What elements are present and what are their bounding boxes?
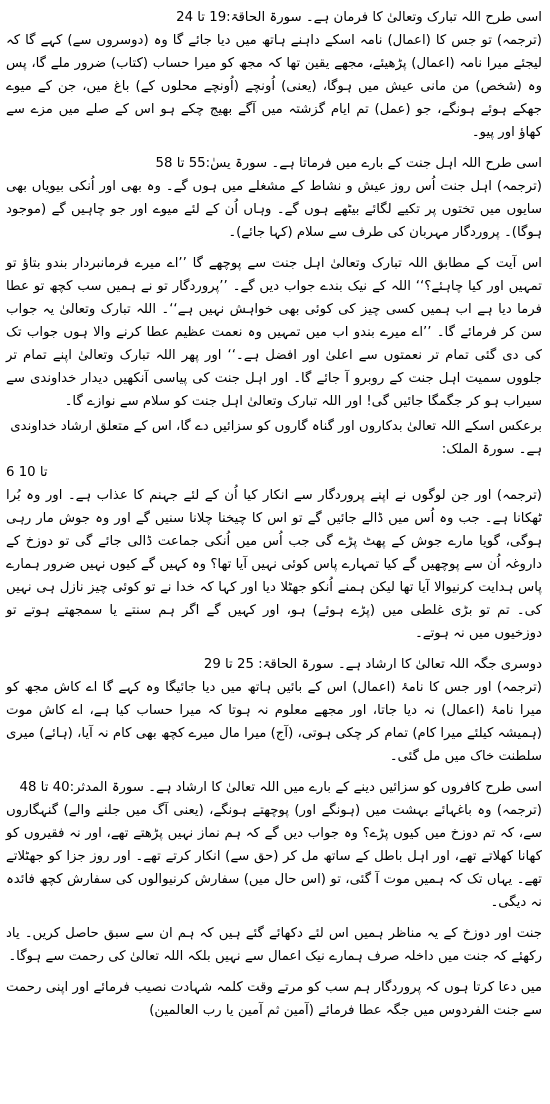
section-5-heading: دوسری جگہ اللہ تعالیٰ کا ارشاد ہے۔ سورۃ الحاقۃ: 25 تا 29	[203, 657, 542, 672]
section-2-heading: اسی طرح اللہ اہل جنت کے بارے میں فرماتا ہے۔ سورۃ یسٰ:55 تا 58	[155, 156, 542, 171]
section-6-heading: اسی طرح کافروں کو سزائیں دینے کے بارے میں اللہ تعالیٰ کا ارشاد ہے۔ سورۃ المدثر:40 تا 48	[19, 780, 542, 795]
section-1-heading: اسی طرح اللہ تبارک وتعالیٰ کا فرمان ہے۔ سورۃ الحاقۃ:19 تا 24	[176, 10, 542, 25]
section-1-body: (ترجمہ) تو جس کا (اعمال) نامہ اسکے داہنے ہاتھ میں دیا جائے گا وہ (دوسروں سے) کہے گا کہ لیجئے میرا نامہ (اعمال) پڑھیئے، مجھے یقین تھا کہ مجھ کو میرا حساب (کتاب) ضرور ملے گا، پس وہ (شخص) من مانی عیش میں ہوگا، (یعنی) اُونچے (اُونچے محلوں کے) باغ میں، جن کے میوے جھکے ہوئے ہونگے، جو (عمل) تم ایام گزشتہ میں آگے بھیج چکے ہو اس کے صلے میں مزے سے کھاؤ اور پیو۔	[6, 33, 542, 140]
section-4-heading: برعکس اسکے اللہ تعالیٰ بدکاروں اور گناہ گاروں کو سزائیں دے گا، اس کے متعلق ارشاد خداوندی ہے۔ سورۃ الملک:	[10, 419, 542, 457]
section-2-body: (ترجمہ) اہل جنت اُس روز عیش و نشاط کے مشغلے میں ہوں گے۔ وہ بھی اور اُنکی بیویاں بھی سایوں میں تختوں پر تکیے لگائے بیٹھے ہوں گے۔ وہاں اُن کے لئے میوے اور جو چاہیں گے (موجود ہوگا)۔ پروردگار مہربان کی طرف سے سلام (کہا جائے)۔	[6, 179, 542, 240]
section-4-reference: 6 تا 10	[6, 465, 48, 480]
section-3-body: اس آیت کے مطابق اللہ تبارک وتعالیٰ اہل جنت سے پوچھے گا ’’اے میرے فرمانبردار بندو بتاؤ تو تمہیں اور کیا چاہئے؟‘‘ اللہ کے نیک بندے جواب دیں گے۔ ’’پروردگار تو نے ہمیں سب کچھ تو عطا فرما دیا ہے اب ہمیں کسی چیز کی کوئی بھی خواہش نہیں ہے‘‘۔ اللہ تبارک وتعالیٰ یہ جواب سن کر فرمائے گا۔ ’’اے میرے بندو اب میں تمہیں وہ نعمت عظیم عطا کرنے والا ہوں جواب تک کی دی گئی تمام تر نعمتوں سے اعلیٰ اور افضل ہے۔‘‘ اور پھر اللہ تبارک وتعالیٰ اپنے تمام تر جلووں سمیت اہل جنت کے روبرو آ جائے گا۔ اور اہل جنت کی پیاسی آنکھیں دیدار خداوندی سے سیراب ہو کر جگمگا جائیں گی! اور اللہ تبارک وتعالیٰ اہل جنت کو سلام سے نوازے گا۔	[6, 256, 542, 409]
section-5-body: (ترجمہ) اور جس کا نامۂ (اعمال) اس کے بائیں ہاتھ میں دیا جائیگا وہ کہے گا اے کاش مجھ کو میرا نامۂ (اعمال) نہ دیا جاتا، اور مجھے معلوم نہ ہوتا کہ میرا حساب کیا ہے، اے کاش موت (ہمیشہ کیلئے میرا کام) تمام کر چکی ہوتی، (آج) میرا مال میرے کچھ بھی کام نہ آیا، (ہائے) میری سلطنت خاک میں مل گئی۔	[6, 680, 542, 764]
closing-prayer: میں دعا کرتا ہوں کہ پروردگار ہم سب کو مرتے وقت کلمہ شہادت نصیب فرمائے اور اپنی رحمت سے جنت الفردوس میں جگہ عطا فرمائے (آمین ثم آمین یا رب العالمین)	[6, 980, 542, 1018]
section-6-body: (ترجمہ) وہ باغہائے بہشت میں (ہونگے اور) پوچھتے ہونگے، (یعنی آگ میں جلنے والے) گنہگاروں سے، کہ تم دوزخ میں کیوں پڑے؟ وہ جواب دیں گے کہ ہم نماز نہیں پڑھتے تھے، اور نہ فقیروں کو کھانا کھلاتے تھے، اور اہل باطل کے ساتھ مل کر (حق سے) انکار کرتے تھے۔ اور روز جزا کو جھٹلاتے تھے۔ یہاں تک کہ ہمیں موت آ گئی، تو (اس حال میں) سفارش کرنیوالوں کی سفارش کچھ فائدہ نہ دیگی۔	[6, 803, 542, 910]
section-4-body: (ترجمہ) اور جن لوگوں نے اپنے پروردگار سے انکار کیا اُن کے لئے جہنم کا عذاب ہے۔ اور وہ بُرا ٹھکانا ہے۔ جب وہ اُس میں ڈالے جائیں گے تو اس کا چیخنا چلانا سنیں گے اور وہ جوش مار رہی ہوگی، گویا مارے جوش کے پھٹ پڑے گی جب اُس میں اُنکی جماعت ڈالی جائے گی تو دوزخ کے داروغہ اُن سے پوچھیں گے کیا تمہارے پاس کوئی نہیں آیا تھا؟ وہ کہیں گے کیوں نہیں ضرور ہمارے پاس ہدایت کرنیوالا آیا تھا لیکن ہمنے اُنکو جھٹلا دیا اور کہا کہ خدا نے تو کوئی چیز نازل ہی نہیں کی۔ تم تو بڑی غلطی میں (پڑے ہوئے) ہو، اور کہیں گے اگر ہم سنتے یا سمجھتے ہوتے تو دوزخیوں میں نہ ہوتے۔	[6, 488, 542, 641]
section-7-body: جنت اور دوزخ کے یہ مناظر ہمیں اس لئے دکھائے گئے ہیں کہ ہم ان سے سبق حاصل کریں۔ یاد رکھئے کہ جنت میں داخلہ صرف ہمارے نیک اعمال سے نہیں بلکہ اللہ تعالیٰ کی رحمت سے ہوگا۔	[6, 926, 542, 964]
